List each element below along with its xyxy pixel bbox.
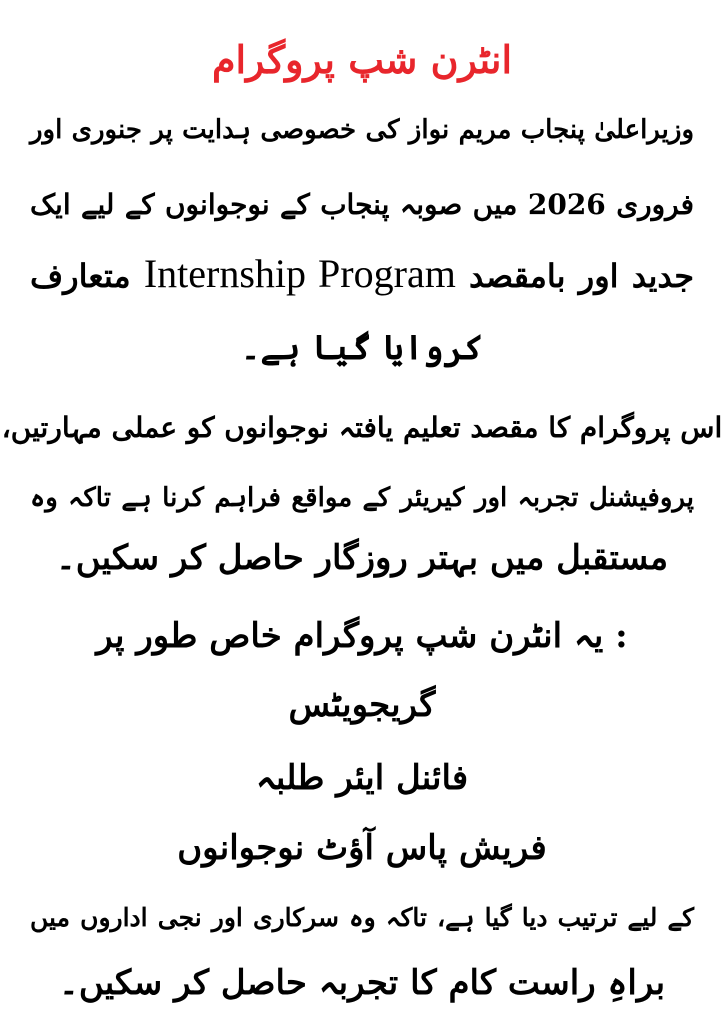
internship-program-term: Internship Program	[143, 251, 456, 296]
target-item-fresh-graduates: فریش پاس آؤٹ نوجوانوں	[177, 828, 547, 868]
paragraph1-line4: کروایا گیا ہے۔	[240, 328, 484, 368]
paragraph2-line1: اس پروگرام کا مقصد تعلیم یافتہ نوجوانوں کو عملی مہارتیں،	[1, 411, 723, 444]
closing-line1: کے لیے ترتیب دیا گیا ہے، تاکہ وہ سرکاری اور نجی اداروں میں	[30, 903, 694, 932]
paragraph1-line3	[30, 244, 694, 306]
target-intro: : یہ انٹرن شپ پروگرام خاص طور پر	[96, 616, 628, 656]
closing-line2: براہِ راست کام کا تجربہ حاصل کر سکیں۔	[58, 963, 666, 1003]
paragraph2-line2: پروفیشنل تجربہ اور کیریئر کے مواقع فراہم کرنا ہے تاکہ وہ	[30, 483, 694, 513]
paragraph1-line1: وزیراعلیٰ پنجاب مریم نواز کی خصوصی ہدایت پر جنوری اور	[30, 115, 694, 145]
target-item-graduates: گریجویٹس	[288, 685, 436, 725]
paragraph1-line3-after: متعارف	[30, 257, 131, 295]
page-title: انٹرن شپ پروگرام	[211, 37, 513, 82]
paragraph1-line2: فروری 2026 میں صوبہ پنجاب کے نوجوانوں کے لیے ایک	[30, 188, 695, 221]
paragraph2-line3: مستقبل میں بہتر روزگار حاصل کر سکیں۔	[55, 538, 669, 578]
target-item-final-year: فائنل ایئر طلبہ	[255, 758, 469, 798]
paragraph1-line3-before: جدید اور بامقصد	[469, 257, 695, 295]
